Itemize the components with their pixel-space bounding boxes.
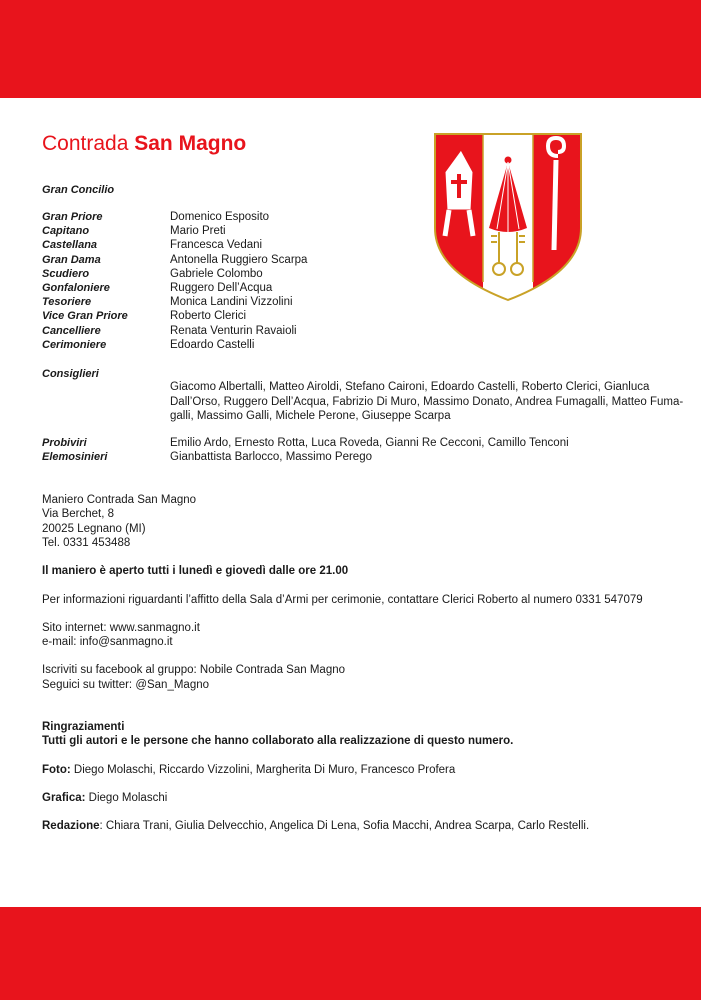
title-light: Contrada [42, 132, 135, 155]
email-line: e-mail: info@sanmagno.it [42, 636, 173, 648]
address-block [42, 493, 196, 550]
person-name: Monica Landini Vizzolini [170, 296, 293, 309]
website-line: Sito internet: www.sanmagno.it [42, 622, 200, 634]
list-item [42, 338, 342, 352]
person-name: Gianbattista Barlocco, Massimo Perego [170, 451, 372, 464]
consiglieri-line: galli, Massimo Galli, Michele Perone, Giuseppe Scarpa [170, 410, 451, 422]
consiglieri-line: Dall’Orso, Ruggero Dell’Acqua, Fabrizio Di Muro, Massimo Donato, Andrea Fumagalli, Matteo Fuma- [170, 395, 684, 408]
redazione-label: Redazione [42, 820, 100, 832]
list-item [42, 324, 342, 338]
twitter-line: Seguici su twitter: @San_Magno [42, 679, 210, 691]
consiglieri-heading: Consiglieri [42, 368, 99, 380]
person-name: Emilio Ardo, Ernesto Rotta, Luca Roveda, Gianni Re Cecconi, Camillo Tenconi [170, 437, 569, 449]
bottom-red-band [0, 907, 701, 1000]
person-name: Francesca Vedani [170, 239, 263, 252]
role-label: Cerimoniere [42, 338, 107, 351]
top-red-band [0, 0, 701, 98]
role-label: Castellana [42, 239, 98, 252]
list-item [42, 267, 342, 281]
list-item [42, 295, 342, 309]
grafica-value: Diego Molaschi [85, 792, 168, 804]
rental-info: Per informazioni riguardanti l’affitto della Sala d’Armi per cerimonie, contattare Clerici Roberto al numero 0331 547079 [42, 594, 643, 606]
role-label: Cancelliere [42, 324, 101, 337]
address-line: Maniero Contrada San Magno [42, 494, 197, 506]
role-label: Scudiero [42, 267, 90, 280]
gran-concilio-list [42, 210, 342, 352]
role-label: Gran Priore [42, 211, 103, 223]
role-label: Gran Dama [42, 253, 101, 266]
credits-thanks: Tutti gli autori e le persone che hanno collaborato alla realizzazione di questo numero. [42, 735, 514, 747]
gran-concilio-heading: Gran Concilio [42, 184, 115, 196]
phone-line: Tel. 0331 453488 [42, 536, 131, 549]
role-label: Tesoriere [42, 296, 92, 309]
title-bold: San Magno [134, 132, 247, 155]
role-label: Gonfaloniere [42, 281, 110, 294]
grafica-credit [42, 791, 167, 805]
list-item [42, 309, 342, 323]
role-label: Capitano [42, 225, 90, 238]
credits-heading: Ringraziamenti [42, 721, 125, 733]
list-item [42, 450, 662, 464]
person-name: Edoardo Castelli [170, 338, 255, 351]
list-item [42, 436, 662, 450]
address-line: Via Berchet, 8 [42, 508, 115, 521]
page-title [42, 130, 246, 158]
address-line: 20025 Legnano (MI) [42, 522, 146, 535]
grafica-label: Grafica: [42, 792, 86, 804]
list-item [42, 238, 342, 252]
person-name: Antonella Ruggiero Scarpa [170, 253, 308, 266]
foto-value: Diego Molaschi, Riccardo Vizzolini, Margherita Di Muro, Francesco Profera [70, 764, 456, 776]
person-name: Gabriele Colombo [170, 267, 263, 280]
role-label: Elemosinieri [42, 451, 108, 464]
foto-credit [42, 763, 455, 777]
foto-label: Foto: [42, 764, 71, 776]
list-item [42, 253, 342, 267]
list-item [42, 210, 342, 224]
redazione-credit [42, 819, 589, 833]
person-name: Domenico Esposito [170, 211, 270, 223]
list-item [42, 281, 342, 295]
role-label: Vice Gran Priore [42, 310, 128, 323]
person-name: Roberto Clerici [170, 310, 247, 323]
person-name: Renata Venturin Ravaioli [170, 324, 297, 337]
coat-of-arms-icon [433, 132, 583, 302]
opening-hours: Il maniero è aperto tutti i lunedì e giovedì dalle ore 21.00 [42, 565, 349, 577]
redazione-value: : Chiara Trani, Giulia Delvecchio, Angelica Di Lena, Sofia Macchi, Andrea Scarpa, Carlo Restelli. [99, 820, 590, 832]
consiglieri-list [170, 380, 684, 424]
facebook-line: Iscriviti su facebook al gruppo: Nobile Contrada San Magno [42, 664, 346, 676]
person-name: Ruggero Dell’Acqua [170, 281, 273, 294]
other-roles-list [42, 436, 662, 464]
consiglieri-line: Giacomo Albertalli, Matteo Airoldi, Stefano Caironi, Edoardo Castelli, Roberto Clerici, Gianluca [170, 381, 650, 393]
person-name: Mario Preti [170, 225, 226, 238]
role-label: Probiviri [42, 437, 87, 449]
list-item [42, 224, 342, 238]
